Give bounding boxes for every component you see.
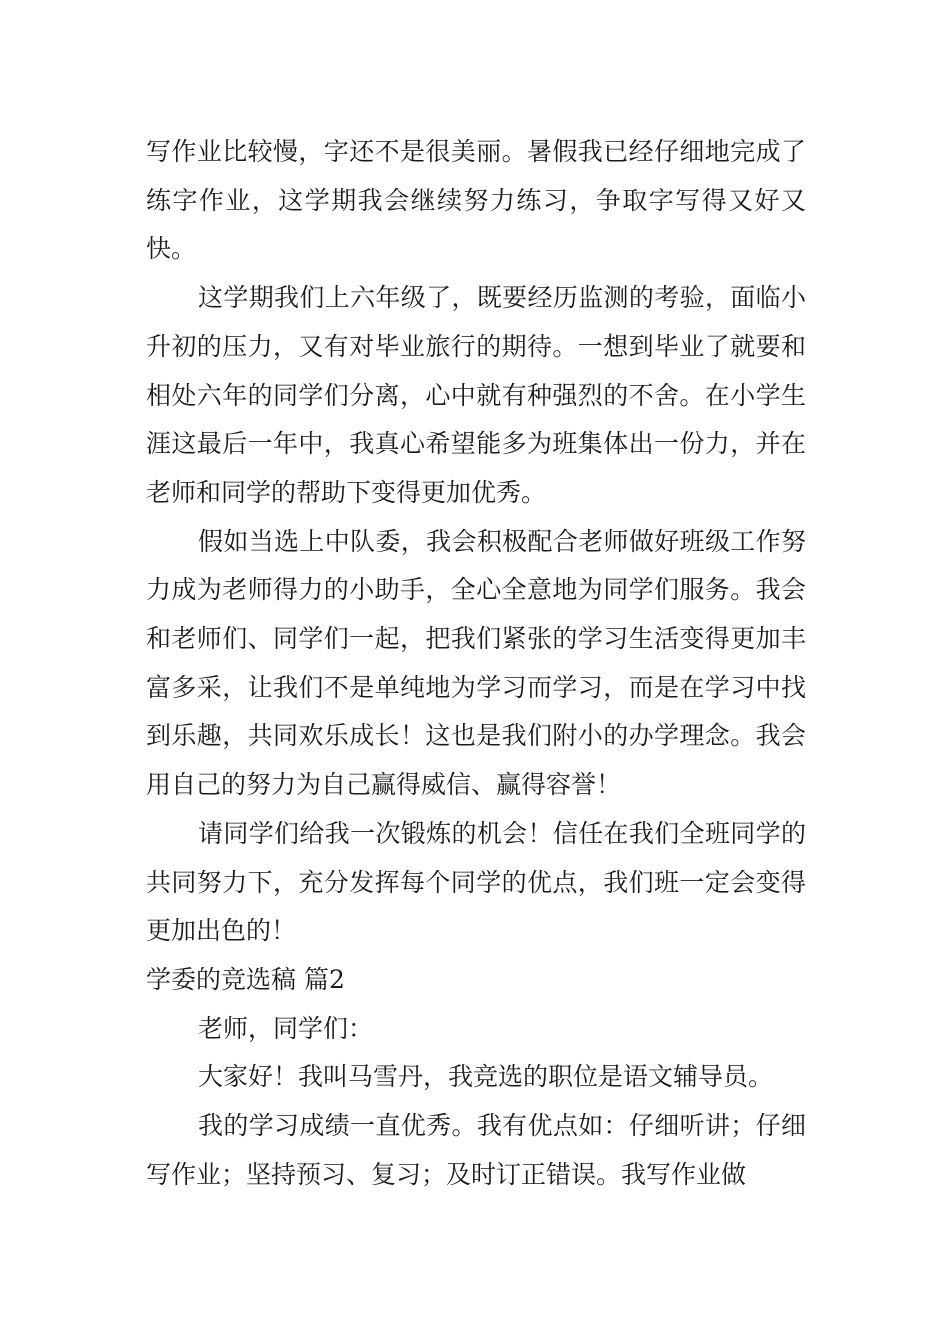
paragraph-salutation: 老师，同学们： <box>198 1013 374 1043</box>
paragraph-committee-pledge: 假如当选上中队委，我会积极配合老师做好班级工作努力成为老师得力的小助手，全心全意地为同学们服务。我会和老师们、同学们一起，把我们紧张的学习生活变得更加丰富多采，让我们不是单纯地为学习而学习，而是在学习中找到乐趣，共同欢乐成长！这也是我们附小的办学理念。我会用自己的努力为自己赢得威信、赢得容誉！ <box>146 526 806 800</box>
paragraph-sixth-grade: 这学期我们上六年级了，既要经历监测的考验，面临小升初的压力，又有对毕业旅行的期待。一想到毕业了就要和相处六年的同学们分离，心中就有种强烈的不舍。在小学生涯这最后一年中，我真心希望能多为班集体出一份力，并在老师和同学的帮助下变得更加优秀。 <box>146 283 806 507</box>
section-heading: 学委的竞选稿 篇2 <box>146 964 345 994</box>
paragraph-appeal: 请同学们给我一次锻炼的机会！信任在我们全班同学的共同努力下，充分发挥每个同学的优点，我们班一定会变得更加出色的！ <box>146 818 806 946</box>
paragraph-greeting: 大家好！我叫马雪丹，我竞选的职位是语文辅导员。 <box>198 1062 774 1092</box>
document-body <box>146 128 806 1199</box>
paragraph-continued: 写作业比较慢，字还不是很美丽。暑假我已经仔细地完成了练字作业，这学期我会继续努力练习，争取字写得又好又快。 <box>146 137 806 264</box>
paragraph-study-record: 我的学习成绩一直优秀。我有优点如：仔细听讲；仔细写作业；坚持预习、复习；及时订正错误。我写作业做 <box>146 1111 806 1189</box>
